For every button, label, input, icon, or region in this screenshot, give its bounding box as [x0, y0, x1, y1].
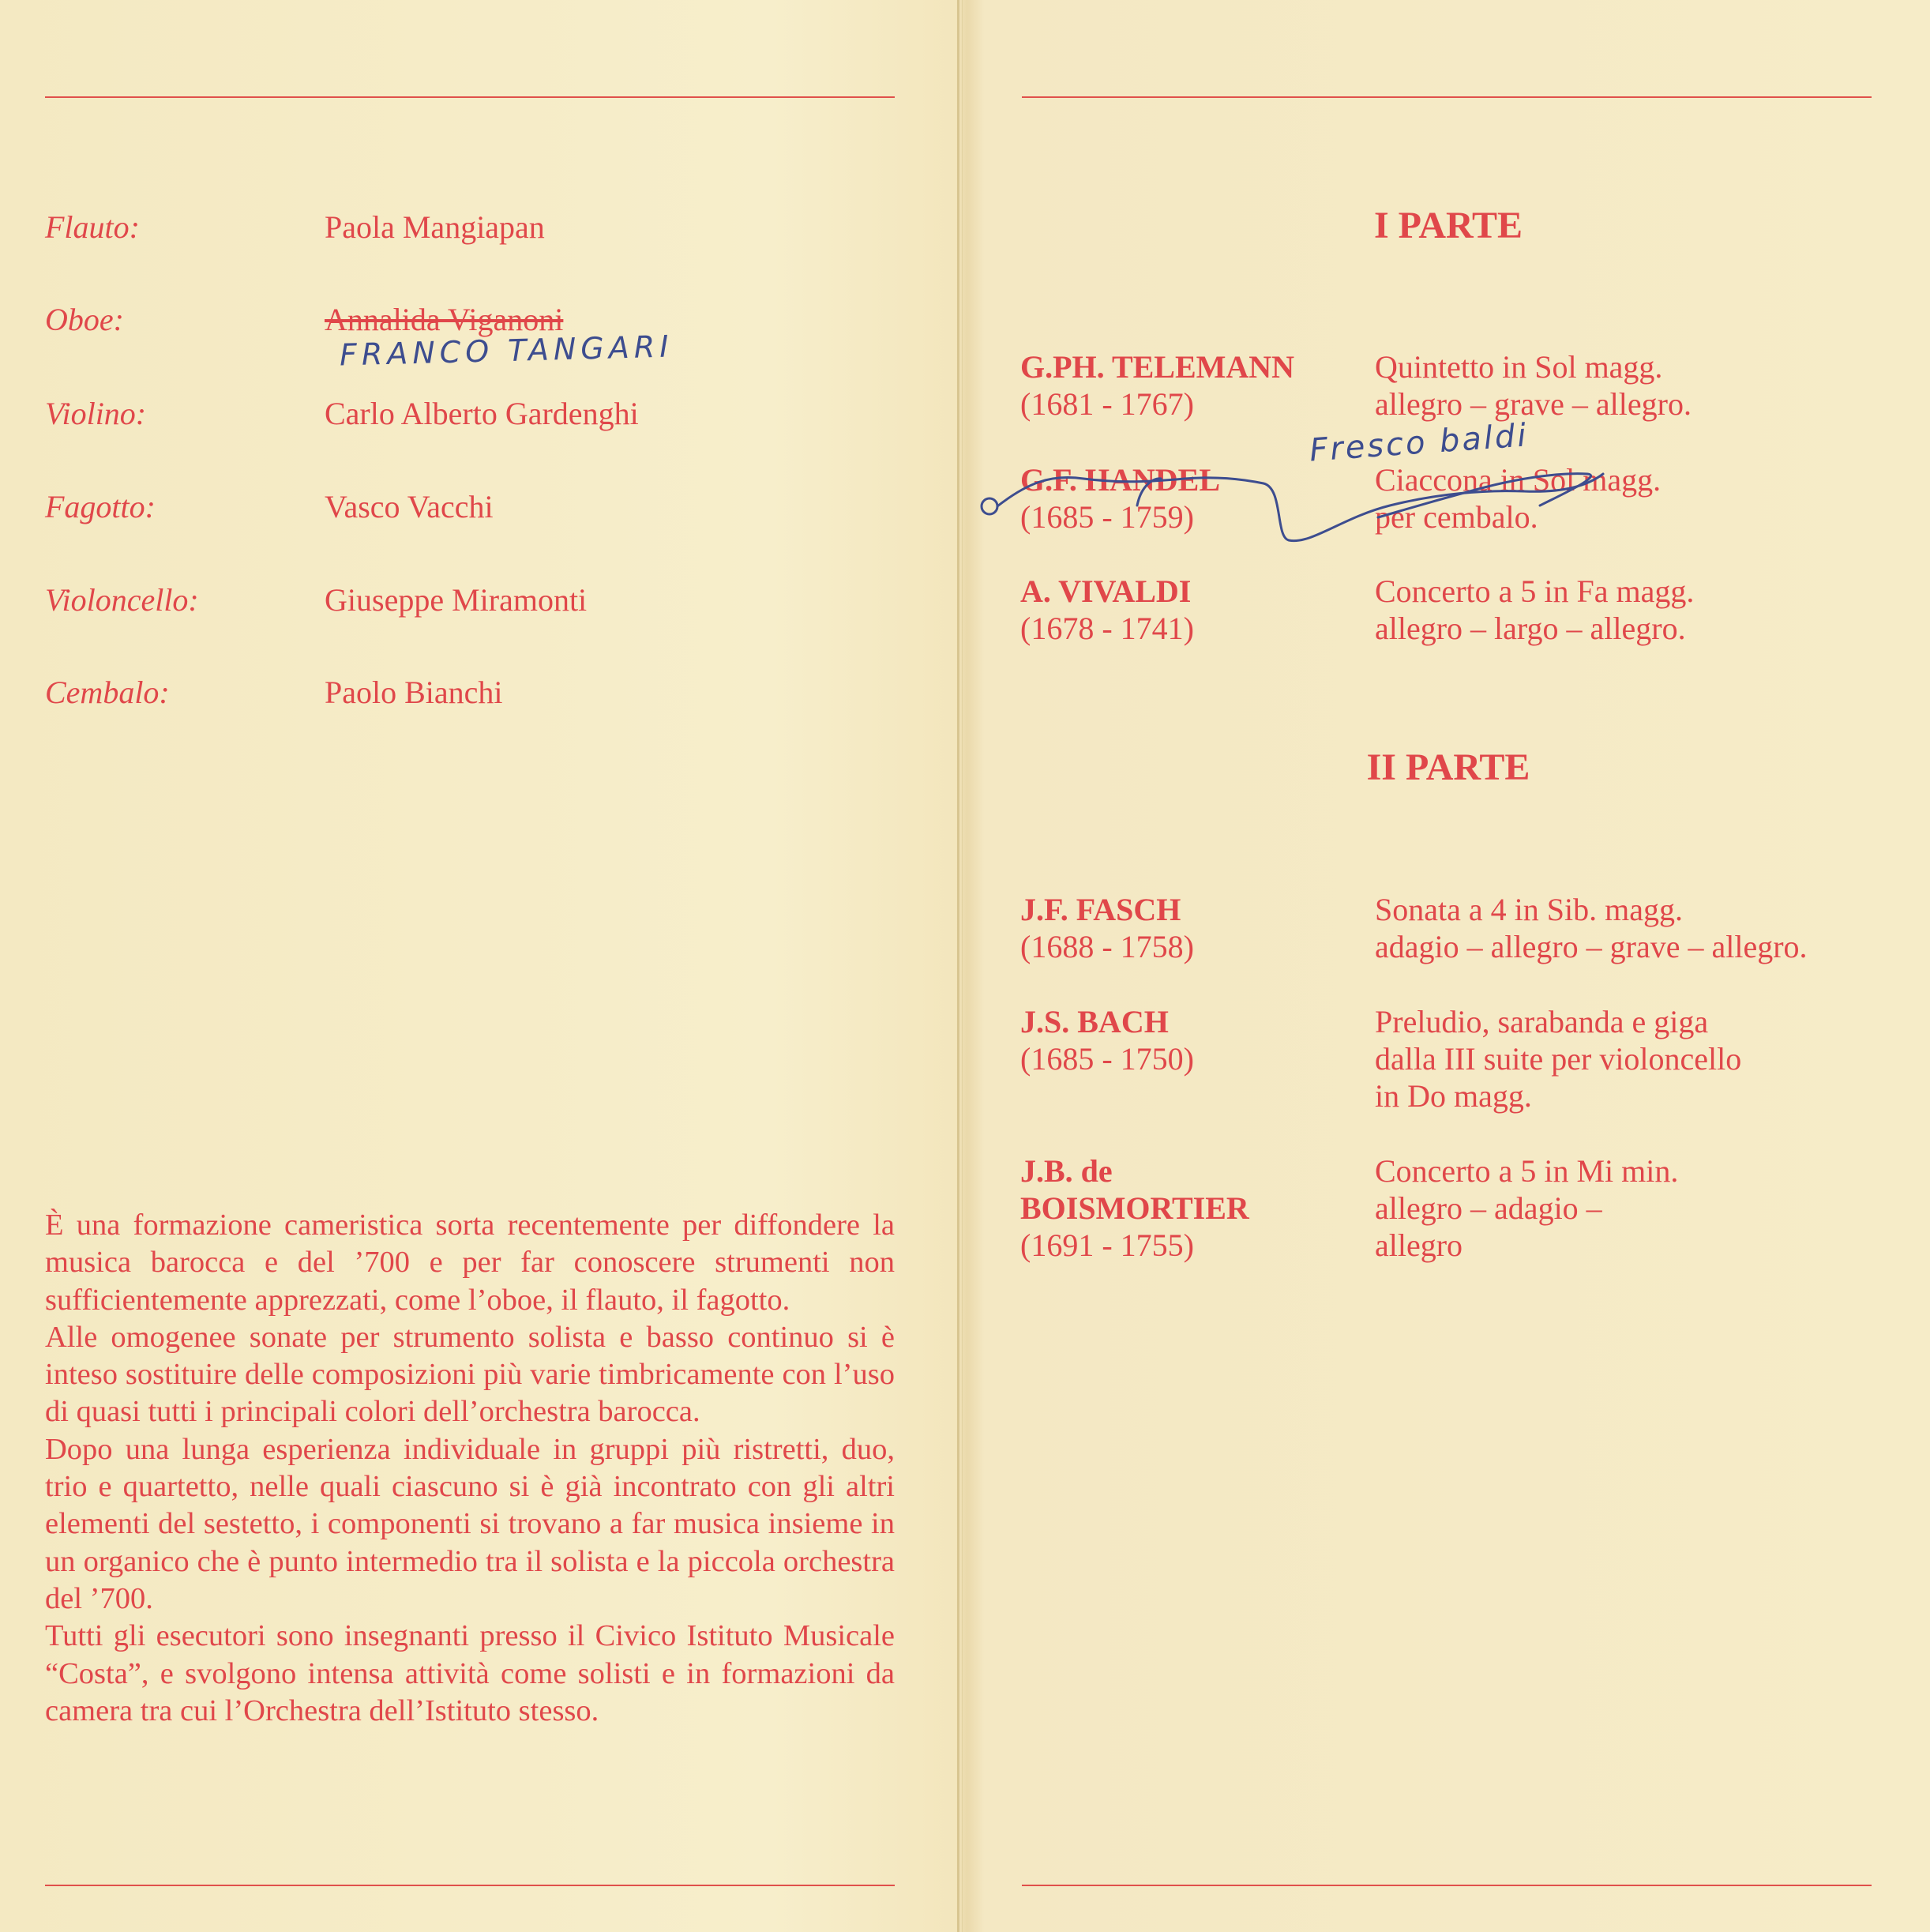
- composer-dates: (1685 - 1750): [1020, 1041, 1194, 1077]
- composer-name: J.F. FASCH: [1020, 892, 1181, 927]
- performer-name-struck: Annalida Viganoni: [325, 302, 564, 337]
- composer-dates: (1691 - 1755): [1020, 1227, 1194, 1263]
- composer: [1020, 891, 1360, 965]
- center-fold-shadow: [962, 0, 963, 1932]
- performer-role: Oboe:: [45, 302, 124, 337]
- composer-name-line2: BOISMORTIER: [1020, 1190, 1249, 1226]
- description-paragraph: Dopo una lunga esperienza individuale in gruppi più ristretti, duo, trio e quartetto, nelle quali ciascuno si è già incontrato con gli altri elementi del sestetto, i componenti si trovano a far musica insieme in un organico che è punto intermedio tra il solista e la piccola orchestra del ’700.: [45, 1432, 895, 1615]
- work-line: Quintetto in Sol magg.: [1375, 349, 1663, 385]
- work-line: Concerto a 5 in Mi min.: [1375, 1153, 1679, 1189]
- performer-role: Violino:: [45, 396, 147, 431]
- part-1-title: I PARTE: [1373, 205, 1523, 246]
- work: [1375, 891, 1912, 965]
- performer-flauto: [45, 209, 898, 248]
- composer: [1020, 461, 1360, 536]
- composer-dates: (1681 - 1767): [1020, 386, 1194, 422]
- description-paragraph: Tutti gli esecutori sono insegnanti presso il Civico Istituto Musicale “Costa”, e svolgono intensa attività come solisti e in formazioni da camera tra cui l’Orchestra dell’Istituto stesso.: [45, 1619, 895, 1727]
- composer-name: G.PH. TELEMANN: [1020, 349, 1295, 385]
- work-line: allegro: [1375, 1227, 1463, 1263]
- performer-role: Violoncello:: [45, 582, 199, 618]
- work-line: Sonata a 4 in Sib. magg.: [1375, 892, 1683, 927]
- performer-name: Carlo Alberto Gardenghi: [325, 396, 639, 431]
- work-line: allegro – grave – allegro.: [1375, 386, 1692, 422]
- composer-name: G.F. HANDEL: [1020, 462, 1221, 498]
- composer: [1020, 573, 1360, 647]
- composer-dates: (1685 - 1759): [1020, 499, 1194, 535]
- performer-role: Cembalo:: [45, 675, 170, 710]
- left-bottom-rule: [45, 1885, 895, 1886]
- work-line: Ciaccona in Sol magg.: [1375, 462, 1662, 498]
- description-paragraph: È una formazione cameristica sorta recentemente per diffondere la musica barocca e del ’700 e per far conoscere strumenti non sufficientemente apprezzati, come l’oboe, il flauto, il fagotto.: [45, 1208, 895, 1317]
- work-line: allegro – largo – allegro.: [1375, 611, 1686, 646]
- left-top-rule: [45, 96, 895, 98]
- composer: [1020, 1003, 1360, 1077]
- composer-name: J.B. de: [1020, 1153, 1113, 1189]
- work-line: allegro – adagio –: [1375, 1190, 1602, 1226]
- work: [1375, 573, 1912, 647]
- performer-fagotto: [45, 488, 898, 528]
- work: [1375, 348, 1912, 423]
- composer-dates: (1678 - 1741): [1020, 611, 1194, 646]
- performer-role: Fagotto:: [45, 489, 156, 524]
- ensemble-description: [45, 1207, 895, 1730]
- composer: [1020, 348, 1360, 423]
- composer-name: J.S. BACH: [1020, 1004, 1169, 1039]
- work: [1375, 1003, 1912, 1114]
- handwritten-oboe-replacement: FRANCO TANGARI: [339, 329, 674, 373]
- composer-dates: (1688 - 1758): [1020, 929, 1194, 964]
- performer-cembalo: [45, 674, 898, 713]
- performer-role: Flauto:: [45, 209, 140, 245]
- description-paragraph: Alle omogenee sonate per strumento solista e basso continuo si è inteso sostituire delle composizioni più varie timbricamente con l’uso di quasi tutti i principali colori dell’orchestra barocca.: [45, 1320, 895, 1429]
- composer-name: A. VIVALDI: [1020, 573, 1192, 609]
- composer: [1020, 1152, 1360, 1264]
- work-line: per cembalo.: [1375, 499, 1538, 535]
- work-line: Concerto a 5 in Fa magg.: [1375, 573, 1695, 609]
- performer-name: Paola Mangiapan: [325, 209, 545, 245]
- performer-name: Paolo Bianchi: [325, 675, 503, 710]
- center-fold: [957, 0, 959, 1932]
- work: [1375, 1152, 1912, 1264]
- right-bottom-rule: [1022, 1885, 1872, 1886]
- performer-name: Giuseppe Miramonti: [325, 582, 588, 618]
- right-top-rule: [1022, 96, 1872, 98]
- handwritten-replacement-note: Fresco baldi: [1308, 417, 1530, 469]
- work-line: adagio – allegro – grave – allegro.: [1375, 929, 1808, 964]
- performer-violoncello: [45, 581, 898, 621]
- performer-violino: [45, 395, 898, 434]
- work: [1375, 461, 1912, 536]
- performer-name: Vasco Vacchi: [325, 489, 494, 524]
- work-line: dalla III suite per violoncello: [1375, 1041, 1742, 1077]
- work-line: Preludio, sarabanda e giga: [1375, 1004, 1709, 1039]
- part-2-title: II PARTE: [1366, 746, 1530, 788]
- work-line: in Do magg.: [1375, 1078, 1532, 1114]
